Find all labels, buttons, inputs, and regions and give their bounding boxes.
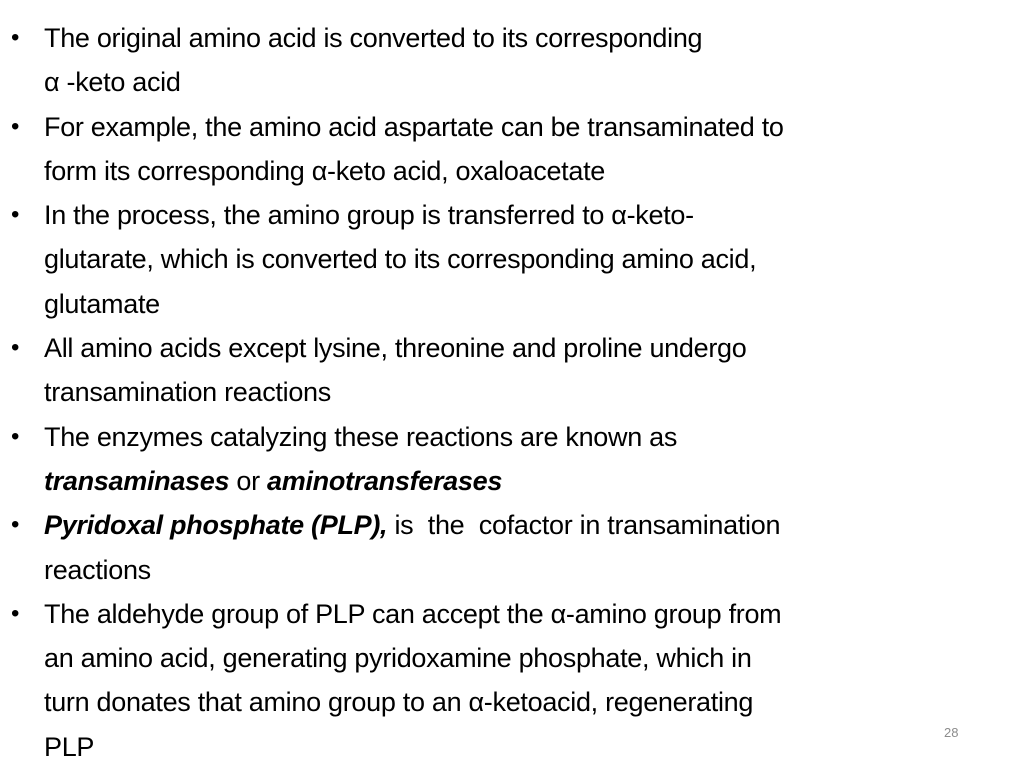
bullet-icon: • — [11, 24, 20, 51]
bullet-icon: • — [11, 422, 20, 450]
bullet-text-line: glutarate, which is converted to its corresponding amino acid, — [44, 244, 757, 275]
term-aminotransferases: aminotransferases — [267, 465, 503, 496]
bullet-text-line: The aldehyde group of PLP can accept the α-amino group from — [44, 598, 782, 629]
bullet-item — [0, 16, 1010, 105]
bullet-item — [0, 415, 1010, 504]
bullet-icon: • — [11, 599, 20, 627]
bullet-text-line: The enzymes catalyzing these reactions are known as — [44, 421, 678, 452]
bullet-item — [0, 326, 1010, 415]
bullet-text-line — [44, 459, 1010, 503]
bullet-list — [0, 16, 1010, 769]
bullet-text-line: All amino acids except lysine, threonine and proline undergo — [44, 333, 747, 364]
bullet-icon: • — [11, 112, 20, 140]
bullet-text-rest: is the cofactor in transamination — [387, 510, 781, 541]
bullet-text-line: transamination reactions — [44, 377, 331, 408]
bullet-text-line: turn donates that amino group to an α-ketoacid, regenerating — [44, 687, 754, 718]
connector-text: or — [229, 465, 268, 496]
bullet-text-line: glutamate — [44, 288, 160, 319]
bullet-icon: • — [11, 334, 20, 362]
bullet-item — [0, 592, 1010, 769]
bullet-item — [0, 105, 1010, 194]
bullet-icon: • — [11, 511, 20, 539]
bullet-text-line: The original amino acid is converted to its corresponding — [44, 23, 703, 53]
bullet-item — [0, 503, 1010, 592]
page-number: 28 — [944, 725, 959, 740]
term-pyridoxal-phosphate: Pyridoxal phosphate (PLP), — [44, 510, 388, 541]
bullet-item — [0, 193, 1010, 326]
bullet-text-line: PLP — [44, 731, 95, 762]
term-transaminases: transaminases — [44, 465, 230, 496]
bullet-text-line: form its corresponding α-keto acid, oxaloacetate — [44, 155, 605, 186]
bullet-text-line: In the process, the amino group is transferred to α-keto- — [44, 200, 694, 231]
bullet-text-line: reactions — [44, 554, 151, 585]
bullet-text-line: an amino acid, generating pyridoxamine phosphate, which in — [44, 643, 752, 674]
bullet-icon: • — [11, 201, 20, 229]
bullet-text-line: For example, the amino acid aspartate can be transaminated to — [44, 111, 784, 142]
bullet-text-line: α -keto acid — [44, 67, 181, 98]
bullet-text-line — [44, 503, 1010, 547]
